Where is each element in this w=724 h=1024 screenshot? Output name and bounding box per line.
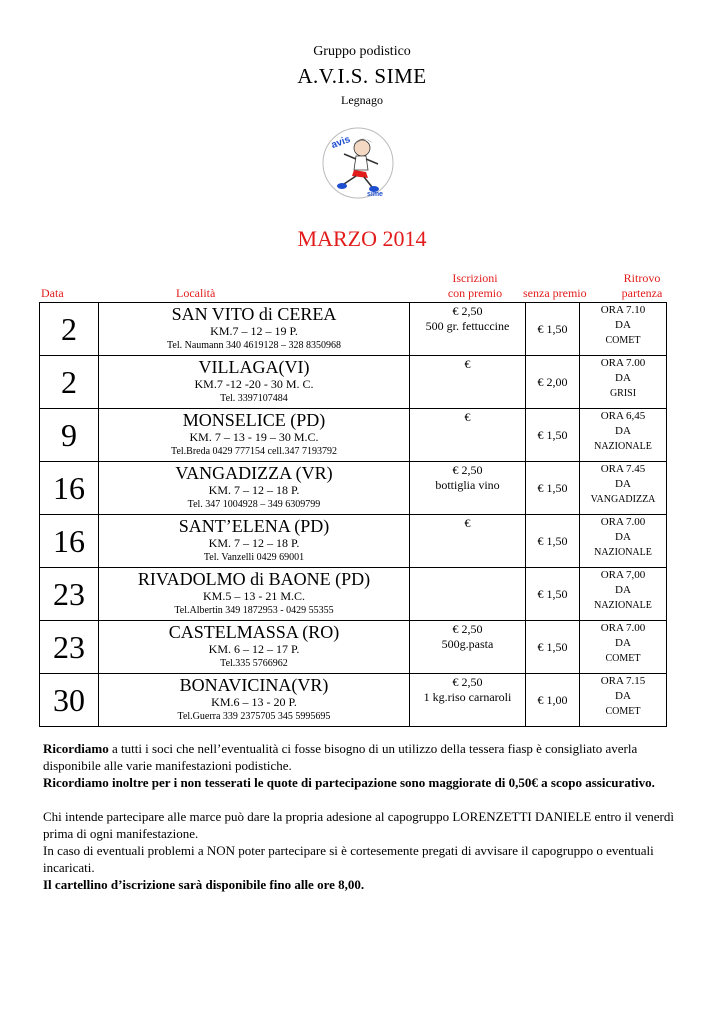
event-without-prize: € 1,50: [526, 568, 580, 621]
meeting-time: ORA 7.45: [600, 463, 646, 475]
event-meeting: [580, 409, 667, 462]
event-with-prize: [410, 356, 526, 409]
event-row: [40, 356, 667, 409]
event-without-prize: € 1,50: [526, 621, 580, 674]
event-meeting: [580, 356, 667, 409]
event-meeting: [580, 568, 667, 621]
event-location: [99, 303, 410, 356]
logo-text-sime: sime: [367, 191, 383, 198]
meeting-time: ORA 6,45: [600, 410, 646, 422]
header-with-prize: con premio: [447, 286, 503, 300]
event-name: RIVADOLMO di BAONE (PD): [137, 569, 371, 589]
city-label: Legnago: [341, 93, 383, 107]
meeting-place: GRISI: [609, 388, 637, 399]
event-meeting: [580, 621, 667, 674]
meeting-time: ORA 7.00: [600, 516, 646, 528]
event-with-prize: [410, 674, 526, 727]
meeting-time: ORA 7.00: [600, 357, 646, 369]
events-table: [39, 302, 667, 727]
group-label: Gruppo podistico: [313, 44, 411, 59]
event-name: CASTELMASSA (RO): [168, 622, 340, 642]
event-phone: Tel.335 5766962: [220, 658, 288, 669]
note-card-time: Il cartellino d’iscrizione sarà disponibile fino alle ore 8,00.: [43, 877, 365, 892]
header-registrations: Iscrizioni: [452, 271, 498, 285]
note-insurance: Ricordiamo inoltre per i non tesserati le quote di partecipazione sono maggiorate di 0,50€ a scopo assicurativo.: [43, 775, 655, 790]
header-meeting: Ritrovo: [623, 271, 661, 285]
meeting-da: DA: [615, 690, 631, 702]
event-row: [40, 621, 667, 674]
event-distances: KM.5 – 13 - 21 M.C.: [202, 589, 305, 603]
event-with-prize: [410, 568, 526, 621]
event-row: [40, 568, 667, 621]
event-meeting: [580, 303, 667, 356]
meeting-da: DA: [615, 319, 631, 331]
event-meeting: [580, 674, 667, 727]
with-prize-price: € 2,50: [452, 463, 483, 477]
event-with-prize: [410, 621, 526, 674]
note-signup: Chi intende partecipare alle marce può dare la propria adesione al capogruppo LORENZETTI DANIELE entro il venerdì prima di ogni manifestazione.: [43, 809, 674, 841]
event-without-prize: € 1,00: [526, 674, 580, 727]
meeting-da: DA: [615, 637, 631, 649]
event-meeting: [580, 462, 667, 515]
event-row: [40, 303, 667, 356]
meeting-place: COMET: [605, 335, 641, 346]
month-title: MARZO 2014: [297, 226, 427, 251]
with-prize-price: € 2,50: [452, 622, 483, 636]
meeting-time: ORA 7.10: [600, 304, 646, 316]
event-location: [99, 356, 410, 409]
event-with-prize: [410, 462, 526, 515]
event-phone: Tel.Breda 0429 777154 cell.347 7193792: [171, 446, 337, 457]
event-day: 2: [40, 356, 99, 409]
event-day: 16: [40, 515, 99, 568]
event-distances: KM.6 – 13 - 20 P.: [211, 695, 297, 709]
meeting-place: VANGADIZZA: [590, 494, 656, 505]
with-prize-price: €: [464, 357, 471, 371]
event-name: MONSELICE (PD): [182, 410, 326, 430]
event-without-prize: € 1,50: [526, 303, 580, 356]
event-day: 9: [40, 409, 99, 462]
meeting-da: DA: [615, 584, 631, 596]
event-phone: Tel. Vanzelli 0429 69001: [203, 552, 305, 563]
event-day: 30: [40, 674, 99, 727]
meeting-time: ORA 7,00: [600, 569, 646, 581]
avis-runner-logo: [318, 126, 398, 200]
event-without-prize: € 1,50: [526, 515, 580, 568]
event-distances: KM. 6 – 12 – 17 P.: [208, 642, 300, 656]
event-row: [40, 462, 667, 515]
event-phone: Tel. 3397107484: [220, 393, 288, 404]
event-phone: Tel.Albertin 349 1872953 - 0429 55355: [174, 605, 334, 616]
event-phone: Tel. Naumann 340 4619128 – 328 8350968: [166, 340, 341, 351]
meeting-place: NAZIONALE: [594, 547, 652, 558]
event-name: SANT’ELENA (PD): [178, 516, 330, 536]
event-name: VANGADIZZA (VR): [175, 463, 333, 483]
event-distances: KM.7 – 12 – 19 P.: [210, 324, 298, 338]
header-date: Data: [41, 286, 64, 300]
event-name: VILLAGA(VI): [198, 357, 310, 377]
event-name: SAN VITO di CEREA: [171, 304, 337, 324]
meeting-time: ORA 7.15: [600, 675, 646, 687]
event-distances: KM. 7 – 12 – 18 P.: [208, 483, 300, 497]
event-row: [40, 515, 667, 568]
note-cancel: In caso di eventuali problemi a NON poter partecipare si è cortesemente pregati di avvisare il capogruppo o eventuali incaricati.: [43, 843, 654, 875]
event-distances: KM.7 -12 -20 - 30 M. C.: [194, 377, 314, 391]
with-prize-price: € 2,50: [452, 675, 483, 689]
meeting-time: ORA 7.00: [600, 622, 646, 634]
meeting-da: DA: [615, 478, 631, 490]
event-phone: Tel. 347 1004928 – 349 6309799: [187, 499, 321, 510]
meeting-da: DA: [615, 425, 631, 437]
with-prize-price: € 2,50: [452, 304, 483, 318]
event-with-prize: [410, 515, 526, 568]
notes: [43, 740, 683, 893]
event-location: [99, 674, 410, 727]
meeting-da: DA: [615, 372, 631, 384]
event-distances: KM. 7 – 12 – 18 P.: [208, 536, 300, 550]
event-without-prize: € 2,00: [526, 356, 580, 409]
event-row: [40, 409, 667, 462]
header-location: Località: [176, 286, 216, 300]
event-distances: KM. 7 – 13 - 19 – 30 M.C.: [189, 430, 319, 444]
with-prize-price: €: [464, 410, 471, 424]
header-without-prize: senza premio: [523, 286, 587, 300]
event-day: 23: [40, 568, 99, 621]
club-title: A.V.I.S. SIME: [297, 64, 427, 88]
with-prize-item: bottiglia vino: [435, 478, 500, 492]
event-meeting: [580, 515, 667, 568]
meeting-place: NAZIONALE: [594, 600, 652, 611]
logo-text-avis: avis: [329, 134, 352, 152]
with-prize-price: €: [464, 516, 471, 530]
note-card-reminder: Ricordiamo a tutti i soci che nell’eventualità ci fosse bisogno di un utilizzo della tessera fiasp è consigliato averla disponibile alle varie manifestazioni podistiche.: [43, 741, 638, 773]
meeting-da: DA: [615, 531, 631, 543]
event-phone: Tel.Guerra 339 2375705 345 5995695: [177, 711, 331, 722]
event-day: 16: [40, 462, 99, 515]
event-location: [99, 409, 410, 462]
event-location: [99, 568, 410, 621]
event-name: BONAVICINA(VR): [179, 675, 329, 695]
meeting-place: COMET: [605, 706, 641, 717]
event-without-prize: € 1,50: [526, 409, 580, 462]
event-with-prize: [410, 303, 526, 356]
meeting-place: COMET: [605, 653, 641, 664]
header-departure: partenza: [621, 286, 663, 300]
event-location: [99, 515, 410, 568]
event-location: [99, 462, 410, 515]
event-day: 2: [40, 303, 99, 356]
with-prize-item: 1 kg.riso carnaroli: [423, 690, 512, 704]
event-day: 23: [40, 621, 99, 674]
event-with-prize: [410, 409, 526, 462]
with-prize-item: 500 gr. fettuccine: [425, 319, 510, 333]
event-row: [40, 674, 667, 727]
meeting-place: NAZIONALE: [594, 441, 652, 452]
event-without-prize: € 1,50: [526, 462, 580, 515]
event-location: [99, 621, 410, 674]
with-prize-item: 500g.pasta: [441, 637, 494, 651]
